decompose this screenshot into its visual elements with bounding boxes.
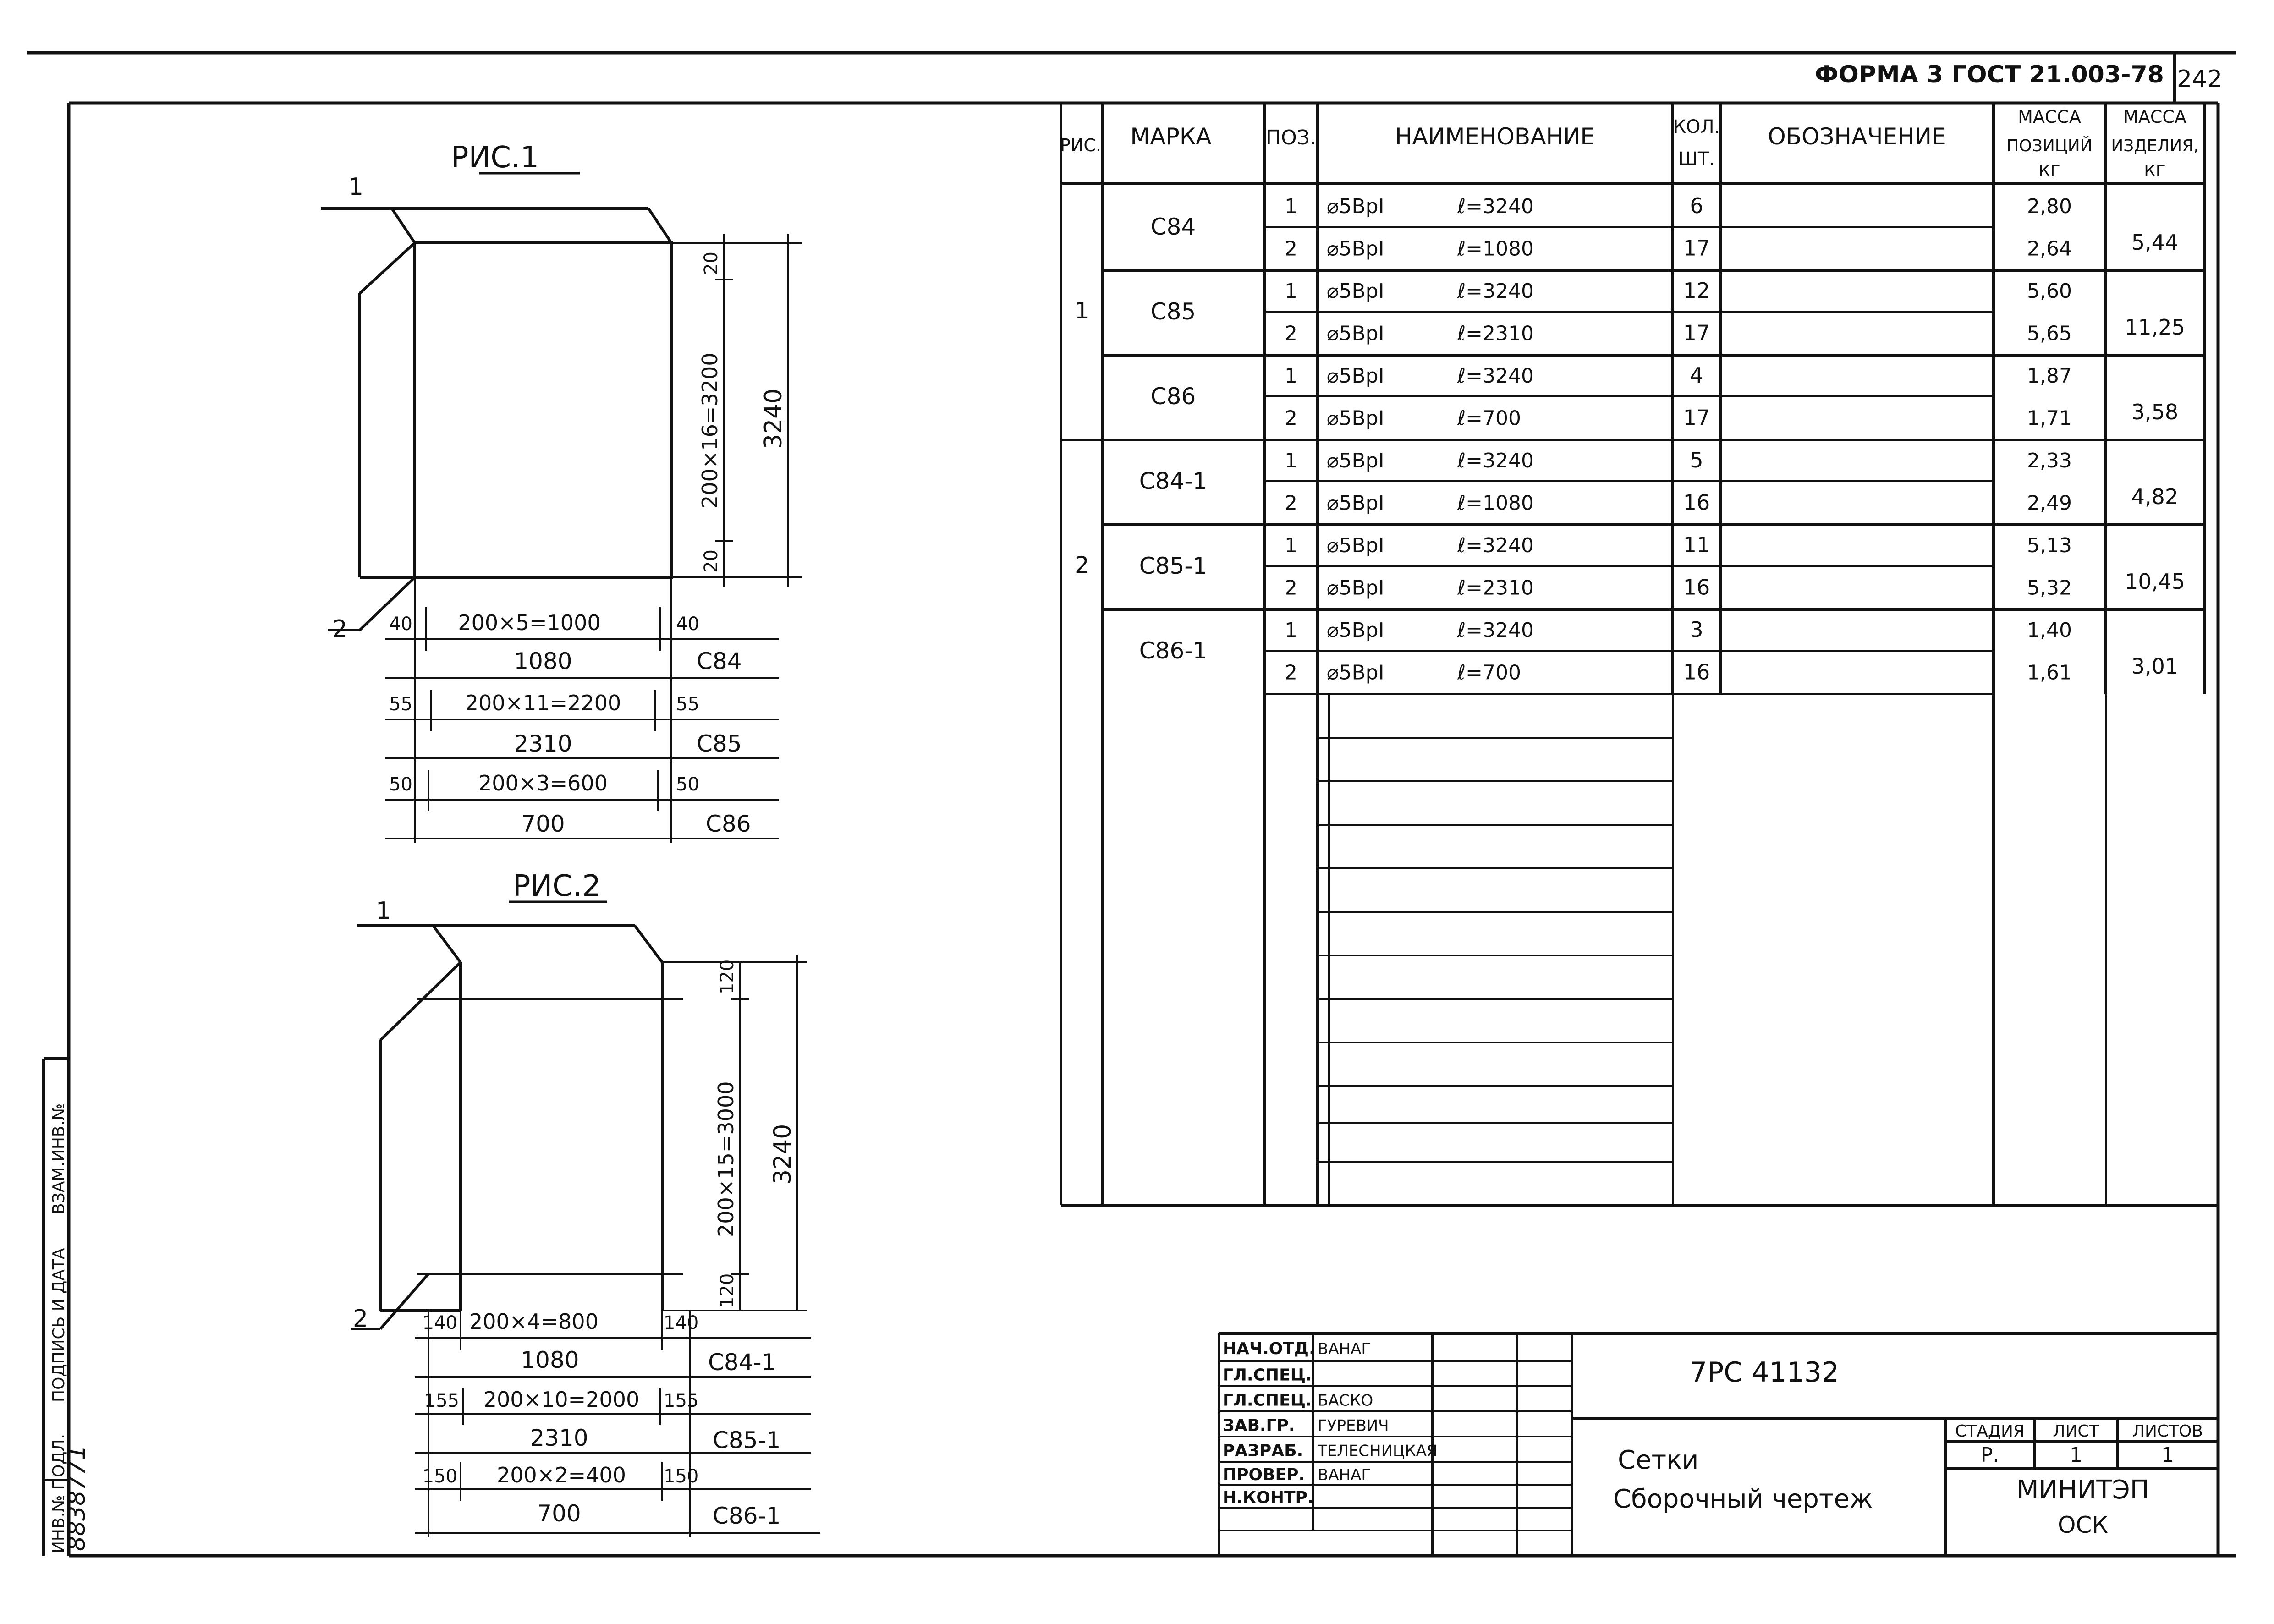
figure-2-leader-2: 2: [353, 1305, 368, 1333]
fig1-row2-left: 55: [389, 694, 412, 715]
spec-quantity: 16: [1683, 575, 1710, 600]
side-stamp: [44, 1059, 91, 1556]
figure-2-dim-bottom: 120: [717, 1273, 738, 1308]
role-name: ВАНАГ: [1318, 1340, 1371, 1358]
specification-table: [1060, 103, 2218, 1205]
spec-position: 2: [1285, 322, 1297, 346]
spec-position: 1: [1285, 534, 1297, 557]
fig1-row1-left: 40: [389, 614, 412, 635]
spec-quantity: 17: [1683, 405, 1710, 430]
side-stamp-inv-label: ИНВ.№ ПОДЛ.: [49, 1433, 68, 1553]
fig1-row2-total: 2310: [514, 730, 572, 757]
fig2-row3-center: 200×2=400: [497, 1463, 626, 1487]
spec-position-mass: 5,65: [2027, 322, 2072, 346]
fig1-row3-right: 50: [676, 774, 699, 795]
figure-2-dim-total: 3240: [769, 1124, 796, 1185]
spec-position: 2: [1285, 406, 1297, 430]
spec-table-row-dividers: [1265, 227, 2106, 1205]
figure-1-dim-bottom: 20: [701, 549, 722, 573]
spec-name: ⌀5ВрI: [1327, 491, 1384, 515]
fig2-row1-center: 200×4=800: [469, 1309, 599, 1334]
role-label: ЗАВ.ГР.: [1223, 1416, 1295, 1435]
spec-item-mass: 5,44: [2131, 230, 2179, 255]
spec-position-mass: 2,64: [2027, 237, 2072, 261]
spec-name: ⌀5ВрI: [1327, 534, 1384, 557]
header-poz: ПОЗ.: [1266, 126, 1316, 149]
figure-2: [351, 869, 820, 1537]
header-mass-item-line1: МАССА: [2123, 107, 2186, 127]
figure-1-mesh: [321, 208, 671, 630]
figure-1: [321, 141, 802, 843]
spec-length: ℓ=700: [1457, 406, 1521, 430]
fig2-row1-right: 140: [664, 1312, 699, 1333]
figure-number-1: 1: [1075, 297, 1089, 324]
spec-position: 1: [1285, 195, 1297, 218]
side-stamp-replace-label: ВЗАМ.ИНВ.№: [49, 1103, 68, 1214]
fig2-row1-total: 1080: [521, 1347, 579, 1373]
spec-quantity: 16: [1683, 490, 1710, 515]
figure-1-dimension-row: [389, 771, 751, 837]
figure-2-dim-top: 120: [717, 959, 738, 994]
figure-1-dim-middle: 200×16=3200: [698, 352, 722, 509]
spec-quantity: 3: [1690, 617, 1703, 642]
fig2-row2-right: 155: [664, 1390, 699, 1411]
fig2-row3-right: 150: [664, 1466, 699, 1487]
spec-item-mass: 4,82: [2131, 484, 2179, 509]
role-name: ГУРЕВИЧ: [1318, 1416, 1389, 1435]
figure-1-leader-1: 1: [348, 173, 364, 201]
spec-marka: С86-1: [1139, 637, 1208, 664]
title-block-roles: [1223, 1339, 1437, 1507]
spec-name: ⌀5ВрI: [1327, 449, 1384, 472]
role-name: ВАНАГ: [1318, 1466, 1371, 1484]
fig1-row1-right: 40: [676, 614, 699, 635]
spec-length: ℓ=2310: [1457, 576, 1534, 600]
fig2-row1-mark: С84-1: [708, 1349, 776, 1376]
spec-length: ℓ=3240: [1457, 195, 1534, 218]
spec-length: ℓ=3240: [1457, 280, 1534, 303]
spec-marka: С85: [1150, 298, 1196, 325]
role-name: ТЕЛЕСНИЦКАЯ: [1318, 1442, 1438, 1460]
spec-name: ⌀5ВрI: [1327, 237, 1384, 261]
fig2-row2-left: 155: [424, 1390, 459, 1411]
spec-position-mass: 5,32: [2027, 576, 2072, 600]
sheet-label: ЛИСТ: [2053, 1422, 2099, 1441]
header-ris: РИС.: [1060, 135, 1101, 155]
side-stamp-inv-number: 8838771: [63, 1445, 91, 1551]
fig2-row3-left: 150: [422, 1466, 457, 1487]
header-mass-pos-line3: КГ: [2038, 162, 2060, 181]
figure-2-title: РИС.2: [512, 869, 601, 903]
stage-value: Р.: [1980, 1443, 1999, 1467]
drawing-title-line1: Сетки: [1618, 1445, 1699, 1475]
fig1-row3-left: 50: [389, 774, 412, 795]
spec-item-mass: 10,45: [2125, 569, 2185, 594]
spec-quantity: 17: [1683, 236, 1710, 261]
spec-position-mass: 5,13: [2027, 534, 2072, 557]
figure-2-dimension-row: [423, 1463, 781, 1529]
side-stamp-sign-label: ПОДПИСЬ И ДАТА: [49, 1248, 68, 1402]
sheets-value: 1: [2161, 1443, 2174, 1467]
spec-length: ℓ=3240: [1457, 619, 1534, 642]
header-mass-item-line3: КГ: [2144, 162, 2166, 181]
header-qty-line1: КОЛ.: [1673, 116, 1720, 137]
spec-length: ℓ=1080: [1457, 237, 1534, 261]
figure-2-mesh: [351, 926, 683, 1329]
fig1-row2-right: 55: [676, 694, 699, 715]
fig2-row1-left: 140: [422, 1312, 457, 1333]
fig1-row2-center: 200×11=2200: [465, 691, 621, 715]
role-label: НАЧ.ОТД.: [1223, 1339, 1315, 1358]
spec-quantity: 16: [1683, 659, 1710, 685]
role-label: ГЛ.СПЕЦ.: [1223, 1391, 1312, 1410]
role-label: ГЛ.СПЕЦ.: [1223, 1366, 1312, 1385]
spec-length: ℓ=3240: [1457, 449, 1534, 472]
figure-2-dim-middle: 200×15=3000: [714, 1081, 738, 1237]
role-name: БАСКО: [1318, 1391, 1373, 1410]
spec-length: ℓ=700: [1457, 661, 1521, 685]
fig2-row3-total: 700: [537, 1500, 581, 1527]
spec-name: ⌀5ВрI: [1327, 406, 1384, 430]
document-code: 7РС 41132: [1689, 1356, 1840, 1388]
spec-position: 1: [1285, 619, 1297, 642]
stage-label: СТАДИЯ: [1955, 1422, 2025, 1441]
figure-2-dimension-row: [424, 1387, 781, 1454]
sheet-value: 1: [2070, 1443, 2082, 1467]
spec-position: 2: [1285, 491, 1297, 515]
figure-1-dim-top: 20: [701, 252, 722, 275]
drawing-title-line2: Сборочный чертеж: [1613, 1484, 1873, 1514]
fig2-row2-total: 2310: [530, 1425, 588, 1451]
header-designation: ОБОЗНАЧЕНИЕ: [1768, 123, 1946, 150]
spec-position-mass: 2,80: [2027, 195, 2072, 218]
spec-name: ⌀5ВрI: [1327, 280, 1384, 303]
fig2-row2-mark: С85-1: [713, 1427, 781, 1454]
figure-1-leader-2: 2: [332, 615, 348, 643]
fig1-row3-center: 200×3=600: [478, 771, 608, 796]
spec-position-mass: 2,33: [2027, 449, 2072, 472]
spec-position: 2: [1285, 576, 1297, 600]
fig1-row1-center: 200×5=1000: [458, 610, 601, 635]
spec-length: ℓ=1080: [1457, 491, 1534, 515]
organization-line1: МИНИТЭП: [2016, 1475, 2149, 1505]
spec-quantity: 4: [1690, 363, 1703, 388]
fig1-row3-mark: С86: [706, 811, 751, 837]
spec-name: ⌀5ВрI: [1327, 619, 1384, 642]
fig1-row2-mark: С85: [697, 730, 742, 757]
fig1-row1-total: 1080: [514, 648, 572, 675]
spec-position-mass: 2,49: [2027, 491, 2072, 515]
spec-length: ℓ=3240: [1457, 364, 1534, 388]
figure-1-title: РИС.1: [450, 141, 539, 175]
spec-position: 2: [1285, 237, 1297, 261]
role-label: Н.КОНТР.: [1223, 1488, 1314, 1507]
spec-length: ℓ=3240: [1457, 534, 1534, 557]
spec-name: ⌀5ВрI: [1327, 322, 1384, 346]
spec-position: 2: [1285, 661, 1297, 685]
figure-2-leader-1: 1: [376, 897, 391, 925]
role-label: ПРОВЕР.: [1223, 1465, 1305, 1484]
header-mass-pos-line2: ПОЗИЦИЙ: [2006, 137, 2093, 155]
spec-marka: С84-1: [1139, 468, 1208, 494]
organization-line2: ОСК: [2058, 1512, 2108, 1538]
spec-item-mass: 3,01: [2131, 654, 2179, 679]
spec-name: ⌀5ВрI: [1327, 364, 1384, 388]
sheet-number: 242: [2177, 66, 2223, 93]
spec-name: ⌀5ВрI: [1327, 195, 1384, 218]
spec-name: ⌀5ВрI: [1327, 576, 1384, 600]
spec-marka: С84: [1150, 214, 1196, 240]
spec-marka: С86: [1150, 383, 1196, 410]
spec-item-mass: 3,58: [2131, 400, 2179, 424]
spec-position-mass: 1,61: [2027, 661, 2072, 685]
spec-position: 1: [1285, 364, 1297, 388]
fig1-row1-mark: С84: [697, 648, 742, 675]
header-marka: МАРКА: [1130, 123, 1212, 150]
spec-quantity: 17: [1683, 320, 1710, 346]
spec-quantity: 6: [1690, 193, 1703, 218]
spec-position-mass: 1,40: [2027, 619, 2072, 642]
spec-quantity: 11: [1683, 532, 1710, 557]
spec-length: ℓ=2310: [1457, 322, 1534, 346]
spec-quantity: 12: [1683, 278, 1710, 303]
figure-1-dimension-row: [389, 610, 742, 675]
fig1-row3-total: 700: [521, 811, 565, 837]
form-label: ФОРМА 3 ГОСТ 21.003-78: [1815, 61, 2164, 88]
spec-position-mass: 1,71: [2027, 406, 2072, 430]
figure-number-2: 2: [1075, 552, 1089, 578]
fig2-row2-center: 200×10=2000: [483, 1387, 640, 1412]
spec-position-mass: 1,87: [2027, 364, 2072, 388]
spec-quantity: 5: [1690, 448, 1703, 472]
figure-1-dim-total: 3240: [760, 388, 787, 449]
spec-name: ⌀5ВрI: [1327, 661, 1384, 685]
spec-table-header: [1060, 107, 2199, 181]
header-qty-line2: ШТ.: [1678, 148, 1715, 170]
spec-table-grid: [1061, 103, 2218, 1205]
spec-position-mass: 5,60: [2027, 280, 2072, 303]
fig2-row3-mark: С86-1: [713, 1503, 781, 1529]
title-block: [1219, 1333, 2218, 1556]
spec-position: 1: [1285, 449, 1297, 472]
spec-marka: С85-1: [1139, 553, 1208, 579]
header-name: НАИМЕНОВАНИЕ: [1395, 123, 1595, 150]
spec-position: 1: [1285, 280, 1297, 303]
sheets-label: ЛИСТОВ: [2132, 1422, 2203, 1441]
spec-item-mass: 11,25: [2125, 315, 2185, 340]
role-label: РАЗРАБ.: [1223, 1441, 1303, 1460]
figure-1-dimension-row: [389, 691, 742, 757]
figure-2-dimension-row: [423, 1309, 776, 1376]
header-mass-item-line2: ИЗДЕЛИЯ,: [2111, 137, 2199, 155]
header-mass-pos-line1: МАССА: [2018, 107, 2081, 127]
